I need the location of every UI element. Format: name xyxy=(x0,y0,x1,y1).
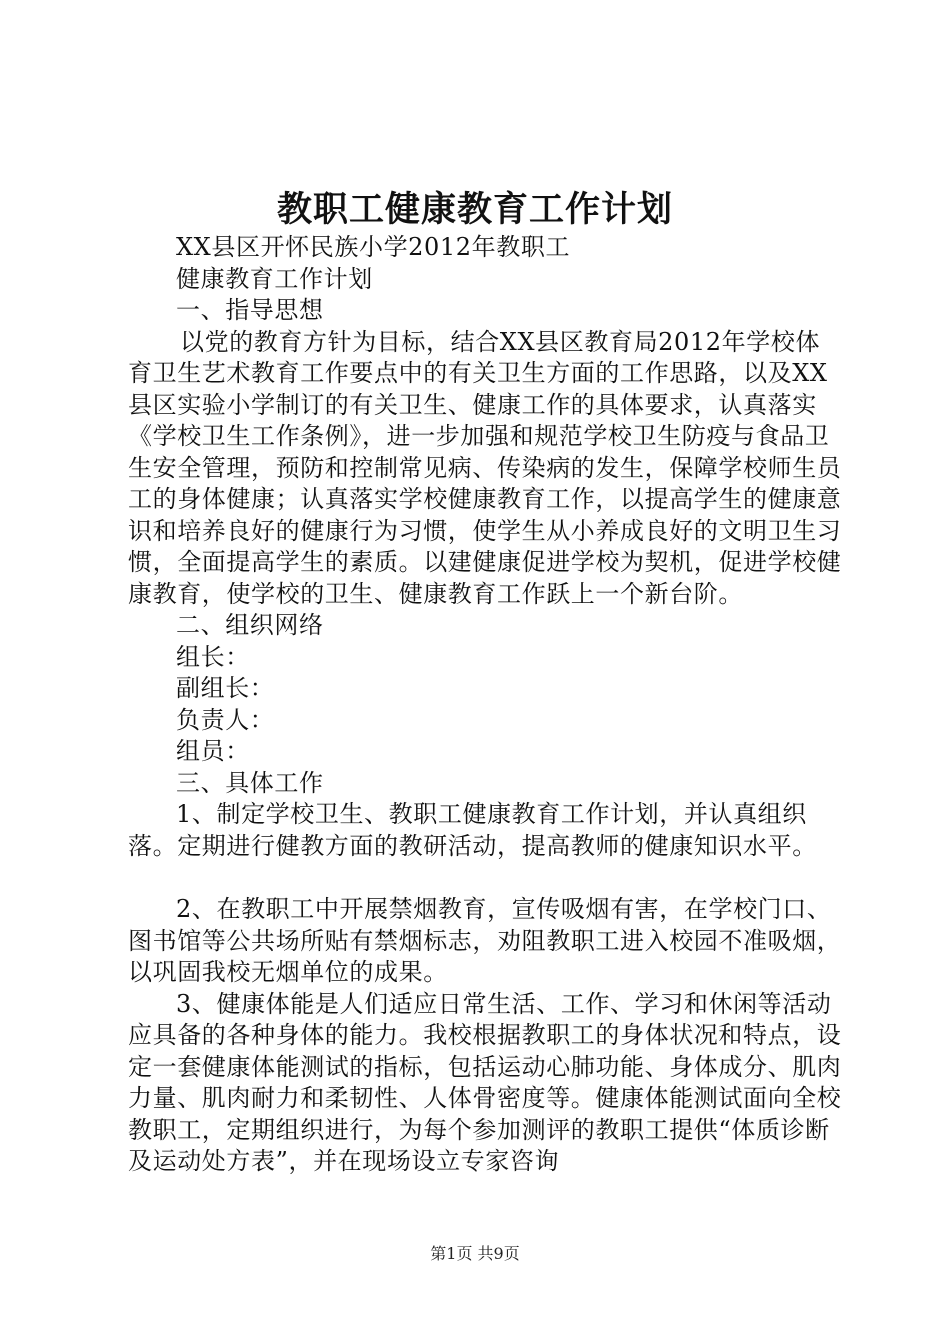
section-heading-work: 三、具体工作 xyxy=(176,768,324,797)
page-footer: 第1页 共9页 xyxy=(430,1244,520,1263)
work-item-2: 2、在教职工中开展禁烟教育，宣传吸烟有害，在学校门口、图书馆等公共场所贴有禁烟标志，劝阻教职工进入校园不准吸烟，以巩固我校无烟单位的成果。 xyxy=(128,895,842,986)
document-body xyxy=(128,232,842,1178)
guidance-paragraph: 以党的教育方针为目标，结合XX县区教育局2012年学校体育卫生艺术教育工作要点中的有关卫生方面的工作思路，以及XX县区实验小学制订的有关卫生、健康工作的具体要求，认真落实《学校卫生工作条例》，进一步加强和规范学校卫生防疫与食品卫生安全管理，预防和控制常见病、传染病的发生，保障学校师生员工的身体健康；认真落实学校健康教育工作，以提高学生的健康意识和培养良好的健康行为习惯，使学生从小养成良好的文明卫生习惯，全面提高学生的素质。以建健康促进学校为契机，促进学校健康教育，使学校的卫生、健康教育工作跃上一个新台阶。 xyxy=(128,327,842,608)
paragraph-gap xyxy=(128,862,842,894)
school-line: XX县区开怀民族小学2012年教职工 xyxy=(176,233,571,261)
work-item-1: 1、制定学校卫生、教职工健康教育工作计划，并认真组织落。定期进行健教方面的教研活动，提高教师的健康知识水平。 xyxy=(128,800,817,860)
section-heading-guidance: 一、指导思想 xyxy=(176,296,324,324)
section-heading-organization: 二、组织网络 xyxy=(176,611,324,639)
subtitle-line: 健康教育工作计划 xyxy=(176,264,373,293)
org-person-in-charge: 负责人： xyxy=(176,705,275,734)
document-title: 教职工健康教育工作计划 xyxy=(276,189,673,230)
org-deputy-leader: 副组长： xyxy=(176,674,275,702)
org-members: 组员： xyxy=(176,737,250,765)
work-item-3: 3、健康体能是人们适应日常生活、工作、学习和休闲等活动应具备的各种身体的能力。我校根据教职工的身体状况和特点，设定一套健康体能测试的指标，包括运动心肺功能、身体成分、肌肉力量、肌肉耐力和柔韧性、人体骨密度等。健康体能测试面向全校教职工，定期组织进行，为每个参加测评的教职工提供“体质诊断及运动处方表”，并在现场设立专家咨询 xyxy=(128,989,842,1175)
org-leader: 组长： xyxy=(176,642,250,671)
